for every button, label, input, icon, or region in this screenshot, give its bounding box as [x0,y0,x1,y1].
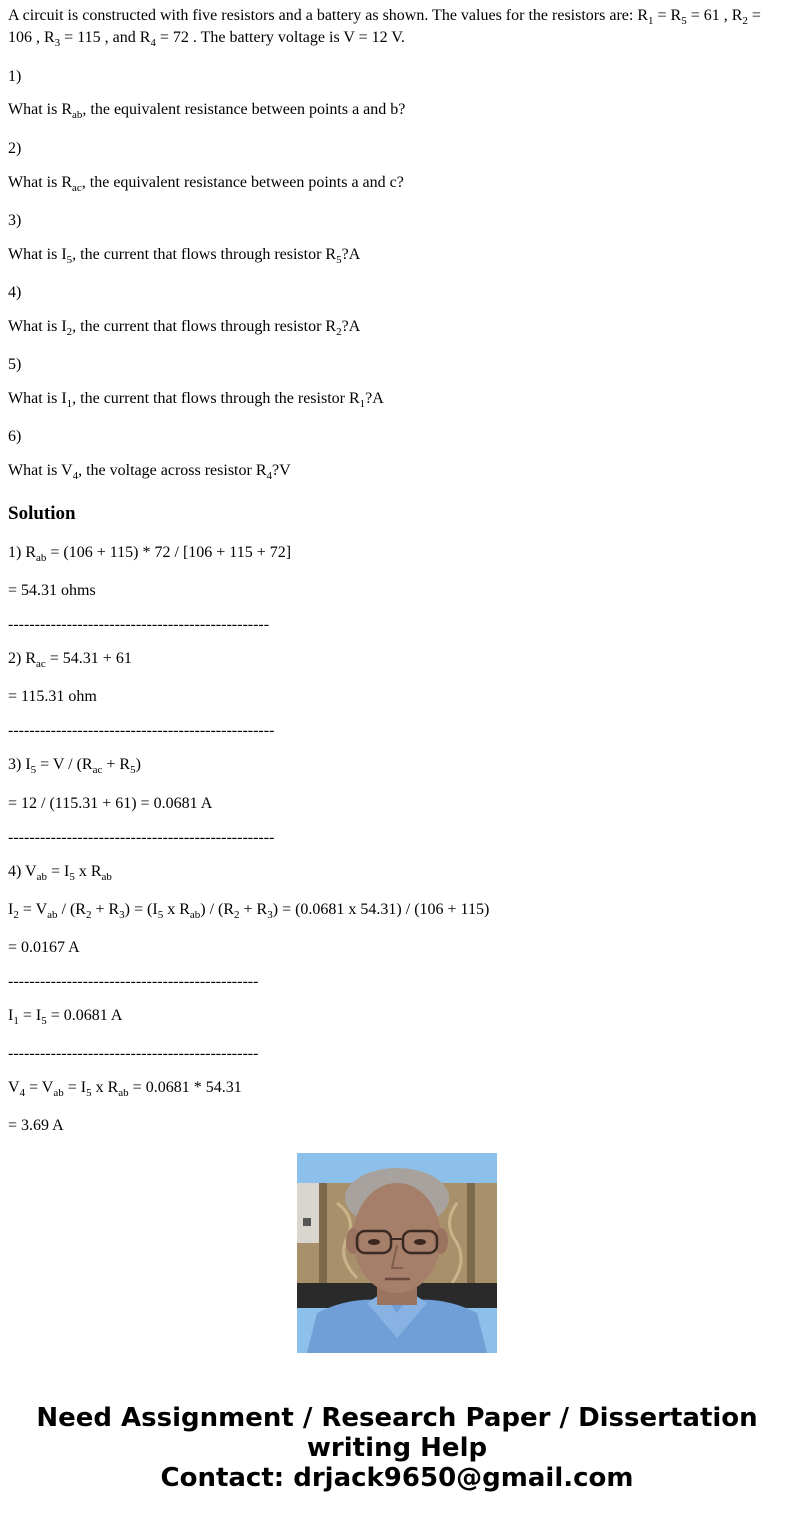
solution-step-2-formula: 2) $R_{ac} = 54.31 + 61$ [8,650,132,670]
solution-step-1-formula: 1) $R_{ab} = (106 + 115) * 72 / [106 + 115 + 72]$ [8,544,292,564]
contact-footer [0,1403,794,1493]
separator-2: -------------------------------------------------- [8,722,275,739]
solution-step-2-result: = 115.31 ohm [8,688,97,705]
problem-intro: A circuit is constructed with five resistors and a battery as shown. The values for the resistors are: $R_1 = R_5 = 61$ , $R_2 = 106$ , $R_3 = 115$ , and $R_4 = 72$ . The battery voltage is V = 12 V. [8,7,761,49]
question-text-6: What is $V_4$, the voltage across resistor $R_4?V$ [8,462,291,482]
separator-5: ----------------------------------------------- [8,1045,259,1062]
question-number-2: 2) [8,140,22,157]
solution-step-1-result: = 54.31 ohms [8,582,96,599]
question-number-3: 3) [8,212,22,229]
question-text-4: What is $I_2$, the current that flows through resistor $R_2?A$ [8,318,361,338]
separator-1: ------------------------------------------------- [8,616,270,633]
question-number-1: 1) [8,68,22,85]
question-number-4: 4) [8,284,22,301]
solution-step-4-result: = 0.0167 A [8,939,80,956]
solution-step-4-formula: $I_2 = V_{ab} / (R_2 + R_3) = (I_5$ x $R_{ab}) / (R_2 + R_3) = (0.0681$ x 54.31) / (106 + 115) [8,901,490,921]
solution-step-6-formula: $V_4 = V_{ab} = I_5$ x $R_{ab} = 0.0681 * 54.31$ [8,1079,242,1099]
author-portrait-icon [297,1153,497,1353]
separator-3: -------------------------------------------------- [8,829,275,846]
solution-step-3-result: = 12 / (115.31 + 61) = 0.0681 A [8,795,213,812]
solution-step-3-formula: 3) $I_5 = V / (R_{ac} + R_5)$ [8,756,141,776]
question-number-5: 5) [8,356,22,373]
solution-step-6-result: = 3.69 A [8,1117,64,1134]
footer-line-2: writing Help [306,1433,488,1463]
footer-contact-email: Contact: drjack9650@gmail.com [160,1463,634,1493]
question-text-1: What is $R_{ab}$, the equivalent resistance between points a and b? [8,101,406,121]
separator-4: ----------------------------------------------- [8,973,259,990]
question-text-2: What is $R_{ac}$, the equivalent resistance between points a and c? [8,174,404,194]
question-number-6: 6) [8,428,22,445]
solution-step-5: $I_1 = I_5 = 0.0681$ A [8,1007,123,1027]
author-photo [297,1153,497,1353]
question-text-5: What is $I_1$, the current that flows through the resistor $R_1?A$ [8,390,384,410]
solution-step-4-vab: 4) $V_{ab} = I_5$ x $R_{ab}$ [8,863,112,883]
footer-line-1: Need Assignment / Research Paper / Dissertation [36,1403,758,1433]
question-text-3: What is $I_5$, the current that flows through resistor $R_5?A$ [8,246,361,266]
document-content [8,0,786,1134]
solution-heading: Solution [8,503,76,524]
